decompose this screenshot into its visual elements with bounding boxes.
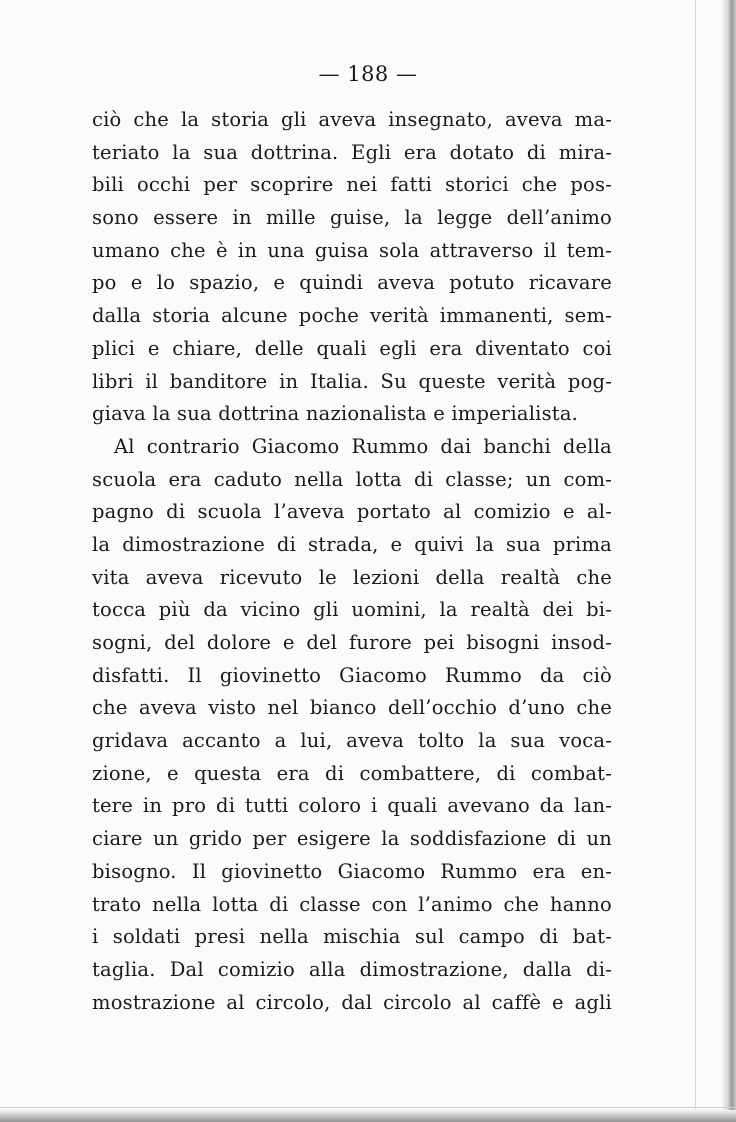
body-text — [92, 104, 612, 1019]
text-line: vita aveva ricevuto le lezioni della realtà che — [92, 565, 612, 589]
page-number: — 188 — — [318, 62, 418, 86]
page-bottom-edge — [0, 1110, 736, 1122]
text-line: Al contrario Giacomo Rummo dai banchi della — [114, 434, 612, 458]
text-line: pagno di scuola l’aveva portato al comizio e al- — [92, 500, 612, 524]
page-right-edge — [722, 0, 736, 1122]
text-line: mostrazione al circolo, dal circolo al caffè e agli — [92, 990, 612, 1014]
text-line: taglia. Dal comizio alla dimostrazione, dalla di- — [92, 957, 612, 981]
page-fold-line — [695, 0, 696, 1122]
text-line: gridava accanto a lui, aveva tolto la sua voca- — [92, 729, 612, 753]
text-line: tocca più da vicino gli uomini, la realtà dei bi- — [92, 598, 612, 622]
text-line: la dimostrazione di strada, e quivi la sua prima — [92, 532, 612, 556]
text-line: zione, e questa era di combattere, di combat- — [92, 761, 612, 785]
text-line: tere in pro di tutti coloro i quali avevano da lan- — [92, 794, 612, 818]
text-line: sogni, del dolore e del furore pei bisogni insod- — [92, 631, 612, 654]
page-bottom-line — [0, 1107, 736, 1108]
text-line: dalla storia alcune poche verità immanenti, sem- — [92, 304, 612, 328]
text-line: scuola era caduto nella lotta di classe; un com- — [92, 467, 612, 491]
text-line: ciò che la storia gli aveva insegnato, aveva ma- — [92, 108, 612, 131]
text-line: disfatti. Il giovinetto Giacomo Rummo da ciò — [92, 663, 612, 687]
text-line: giava la sua dottrina nazionalista e imperialista. — [92, 402, 579, 426]
text-line: umano che è in una guisa sola attraverso il tem- — [92, 238, 612, 262]
text-line: ciare un grido per esigere la soddisfazione di un — [92, 827, 612, 851]
text-line: sono essere in mille guise, la legge dell’animo — [92, 206, 612, 230]
text-line: che aveva visto nel bianco dell’occhio d’uno che — [92, 696, 612, 720]
text-line: plici e chiare, delle quali egli era diventato coi — [92, 336, 612, 360]
text-line: bisogno. Il giovinetto Giacomo Rummo era en- — [92, 859, 612, 883]
text-line: i soldati presi nella mischia sul campo di bat- — [92, 925, 612, 949]
text-line: bili occhi per scoprire nei fatti storici che pos- — [92, 173, 612, 197]
text-line: po e lo spazio, e quindi aveva potuto ricavare — [92, 271, 612, 295]
text-line: trato nella lotta di classe con l’animo che hanno — [92, 892, 612, 916]
text-line: teriato la sua dottrina. Egli era dotato di mira- — [92, 140, 612, 164]
text-line: libri il banditore in Italia. Su queste verità pog- — [92, 369, 612, 393]
